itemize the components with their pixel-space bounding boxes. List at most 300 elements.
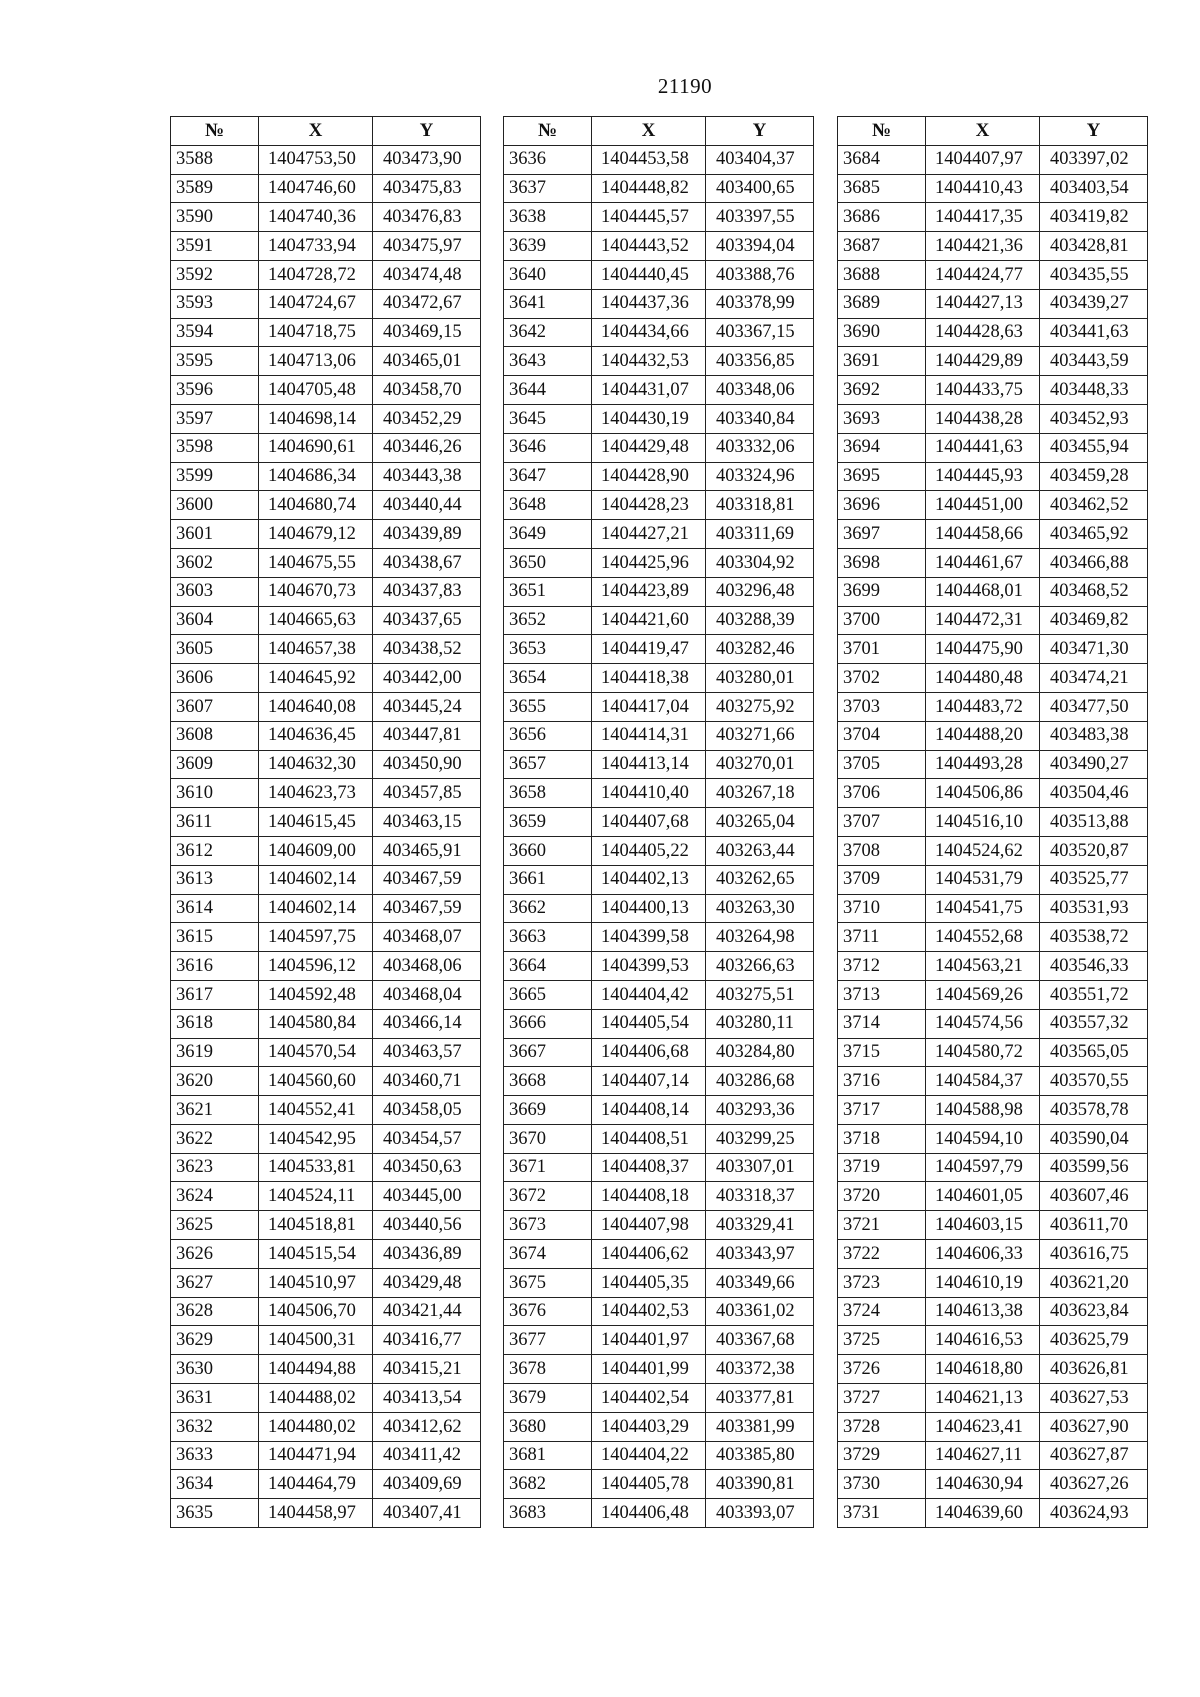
table-row xyxy=(838,952,1148,981)
x-coordinate-cell: 1404400,13 xyxy=(592,894,706,923)
y-coordinate-cell: 403412,62 xyxy=(373,1412,481,1441)
x-coordinate-cell: 1404740,36 xyxy=(259,203,373,232)
y-coordinate-cell: 403421,44 xyxy=(373,1297,481,1326)
table-row xyxy=(171,635,481,664)
point-number-cell: 3626 xyxy=(171,1240,259,1269)
y-coordinate-cell: 403263,30 xyxy=(706,894,814,923)
x-coordinate-cell: 1404494,88 xyxy=(259,1355,373,1384)
table-row xyxy=(171,1240,481,1269)
point-number-cell: 3688 xyxy=(838,260,926,289)
x-coordinate-cell: 1404531,79 xyxy=(926,865,1040,894)
point-number-cell: 3633 xyxy=(171,1441,259,1470)
x-coordinate-cell: 1404428,90 xyxy=(592,462,706,491)
table-row xyxy=(838,1499,1148,1528)
table-row xyxy=(838,1038,1148,1067)
x-coordinate-cell: 1404428,23 xyxy=(592,491,706,520)
point-number-cell: 3641 xyxy=(504,289,592,318)
x-coordinate-cell: 1404417,04 xyxy=(592,692,706,721)
y-coordinate-cell: 403463,57 xyxy=(373,1038,481,1067)
table-row xyxy=(171,664,481,693)
y-coordinate-cell: 403557,32 xyxy=(1040,1009,1148,1038)
x-coordinate-cell: 1404518,81 xyxy=(259,1211,373,1240)
y-coordinate-cell: 403443,59 xyxy=(1040,347,1148,376)
point-number-cell: 3634 xyxy=(171,1470,259,1499)
y-coordinate-cell: 403627,53 xyxy=(1040,1384,1148,1413)
point-number-cell: 3609 xyxy=(171,750,259,779)
table-row xyxy=(504,980,814,1009)
y-coordinate-cell: 403469,15 xyxy=(373,318,481,347)
point-number-cell: 3666 xyxy=(504,1009,592,1038)
x-coordinate-cell: 1404705,48 xyxy=(259,376,373,405)
point-number-cell: 3705 xyxy=(838,750,926,779)
y-coordinate-cell: 403465,01 xyxy=(373,347,481,376)
header-row xyxy=(838,117,1148,146)
x-coordinate-cell: 1404429,48 xyxy=(592,433,706,462)
page-number: 21190 xyxy=(657,74,713,98)
x-coordinate-cell: 1404686,34 xyxy=(259,462,373,491)
x-coordinate-cell: 1404580,72 xyxy=(926,1038,1040,1067)
table-row xyxy=(504,1268,814,1297)
point-number-cell: 3591 xyxy=(171,232,259,261)
x-header: X xyxy=(926,117,1040,146)
y-coordinate-cell: 403262,65 xyxy=(706,865,814,894)
table-row xyxy=(171,1499,481,1528)
table-row xyxy=(171,376,481,405)
point-number-cell: 3625 xyxy=(171,1211,259,1240)
table-row xyxy=(171,289,481,318)
table-row xyxy=(504,865,814,894)
table-row xyxy=(504,491,814,520)
point-number-cell: 3691 xyxy=(838,347,926,376)
x-coordinate-cell: 1404453,58 xyxy=(592,145,706,174)
point-number-cell: 3676 xyxy=(504,1297,592,1326)
point-number-cell: 3624 xyxy=(171,1182,259,1211)
table-row xyxy=(171,145,481,174)
point-number-cell: 3718 xyxy=(838,1124,926,1153)
x-coordinate-cell: 1404407,68 xyxy=(592,808,706,837)
table-row xyxy=(171,1384,481,1413)
point-number-cell: 3612 xyxy=(171,836,259,865)
table-row xyxy=(838,692,1148,721)
coordinates-table-1 xyxy=(170,116,481,1528)
x-coordinate-cell: 1404570,54 xyxy=(259,1038,373,1067)
x-coordinate-cell: 1404475,90 xyxy=(926,635,1040,664)
x-coordinate-cell: 1404402,13 xyxy=(592,865,706,894)
point-number-cell: 3665 xyxy=(504,980,592,1009)
x-coordinate-cell: 1404421,36 xyxy=(926,232,1040,261)
table-row xyxy=(838,1384,1148,1413)
point-number-cell: 3630 xyxy=(171,1355,259,1384)
y-coordinate-cell: 403324,96 xyxy=(706,462,814,491)
table-row xyxy=(504,1470,814,1499)
number-header: № xyxy=(171,117,259,146)
x-coordinate-cell: 1404471,94 xyxy=(259,1441,373,1470)
table-row xyxy=(171,1412,481,1441)
point-number-cell: 3670 xyxy=(504,1124,592,1153)
x-coordinate-cell: 1404488,02 xyxy=(259,1384,373,1413)
point-number-cell: 3729 xyxy=(838,1441,926,1470)
point-number-cell: 3621 xyxy=(171,1096,259,1125)
point-number-cell: 3615 xyxy=(171,923,259,952)
y-coordinate-cell: 403565,05 xyxy=(1040,1038,1148,1067)
x-coordinate-cell: 1404402,53 xyxy=(592,1297,706,1326)
x-coordinate-cell: 1404443,52 xyxy=(592,232,706,261)
y-coordinate-cell: 403407,41 xyxy=(373,1499,481,1528)
x-coordinate-cell: 1404680,74 xyxy=(259,491,373,520)
table-row xyxy=(838,232,1148,261)
point-number-cell: 3686 xyxy=(838,203,926,232)
table-row xyxy=(504,808,814,837)
x-coordinate-cell: 1404615,45 xyxy=(259,808,373,837)
x-coordinate-cell: 1404408,18 xyxy=(592,1182,706,1211)
point-number-cell: 3629 xyxy=(171,1326,259,1355)
table-row xyxy=(171,232,481,261)
x-coordinate-cell: 1404746,60 xyxy=(259,174,373,203)
y-coordinate-cell: 403474,48 xyxy=(373,260,481,289)
y-coordinate-cell: 403307,01 xyxy=(706,1153,814,1182)
y-coordinate-cell: 403467,59 xyxy=(373,865,481,894)
point-number-cell: 3610 xyxy=(171,779,259,808)
point-number-cell: 3706 xyxy=(838,779,926,808)
y-coordinate-cell: 403454,57 xyxy=(373,1124,481,1153)
x-coordinate-cell: 1404405,78 xyxy=(592,1470,706,1499)
y-coordinate-cell: 403267,18 xyxy=(706,779,814,808)
x-coordinate-cell: 1404632,30 xyxy=(259,750,373,779)
y-coordinate-cell: 403397,55 xyxy=(706,203,814,232)
x-coordinate-cell: 1404410,43 xyxy=(926,174,1040,203)
x-coordinate-cell: 1404602,14 xyxy=(259,865,373,894)
x-coordinate-cell: 1404417,35 xyxy=(926,203,1040,232)
x-coordinate-cell: 1404440,45 xyxy=(592,260,706,289)
point-number-cell: 3632 xyxy=(171,1412,259,1441)
point-number-cell: 3697 xyxy=(838,520,926,549)
y-coordinate-cell: 403385,80 xyxy=(706,1441,814,1470)
point-number-cell: 3619 xyxy=(171,1038,259,1067)
table-row xyxy=(171,923,481,952)
x-coordinate-cell: 1404401,99 xyxy=(592,1355,706,1384)
y-coordinate-cell: 403455,94 xyxy=(1040,433,1148,462)
table-row xyxy=(171,548,481,577)
table-row xyxy=(171,1067,481,1096)
y-coordinate-cell: 403275,51 xyxy=(706,980,814,1009)
table-row xyxy=(504,1412,814,1441)
table-row xyxy=(838,347,1148,376)
point-number-cell: 3672 xyxy=(504,1182,592,1211)
point-number-cell: 3690 xyxy=(838,318,926,347)
y-coordinate-cell: 403311,69 xyxy=(706,520,814,549)
table-row xyxy=(504,1441,814,1470)
point-number-cell: 3627 xyxy=(171,1268,259,1297)
table-row xyxy=(504,1240,814,1269)
y-coordinate-cell: 403265,04 xyxy=(706,808,814,837)
table-row xyxy=(171,1297,481,1326)
point-number-cell: 3719 xyxy=(838,1153,926,1182)
y-coordinate-cell: 403409,69 xyxy=(373,1470,481,1499)
y-coordinate-cell: 403304,92 xyxy=(706,548,814,577)
x-coordinate-cell: 1404713,06 xyxy=(259,347,373,376)
y-coordinate-cell: 403462,52 xyxy=(1040,491,1148,520)
table-row xyxy=(838,1240,1148,1269)
point-number-cell: 3607 xyxy=(171,692,259,721)
y-coordinate-cell: 403474,21 xyxy=(1040,664,1148,693)
point-number-cell: 3673 xyxy=(504,1211,592,1240)
x-coordinate-cell: 1404451,00 xyxy=(926,491,1040,520)
x-coordinate-cell: 1404603,15 xyxy=(926,1211,1040,1240)
y-coordinate-cell: 403332,06 xyxy=(706,433,814,462)
x-coordinate-cell: 1404405,22 xyxy=(592,836,706,865)
point-number-cell: 3638 xyxy=(504,203,592,232)
point-number-cell: 3602 xyxy=(171,548,259,577)
x-coordinate-cell: 1404533,81 xyxy=(259,1153,373,1182)
x-coordinate-cell: 1404410,40 xyxy=(592,779,706,808)
x-coordinate-cell: 1404407,97 xyxy=(926,145,1040,174)
x-coordinate-cell: 1404480,48 xyxy=(926,664,1040,693)
point-number-cell: 3636 xyxy=(504,145,592,174)
y-coordinate-cell: 403393,07 xyxy=(706,1499,814,1528)
y-coordinate-cell: 403466,88 xyxy=(1040,548,1148,577)
y-coordinate-cell: 403448,33 xyxy=(1040,376,1148,405)
point-number-cell: 3657 xyxy=(504,750,592,779)
x-coordinate-cell: 1404639,60 xyxy=(926,1499,1040,1528)
y-coordinate-cell: 403266,63 xyxy=(706,952,814,981)
x-coordinate-cell: 1404399,58 xyxy=(592,923,706,952)
point-number-cell: 3655 xyxy=(504,692,592,721)
x-coordinate-cell: 1404698,14 xyxy=(259,404,373,433)
table-row xyxy=(504,606,814,635)
y-coordinate-cell: 403551,72 xyxy=(1040,980,1148,1009)
point-number-cell: 3728 xyxy=(838,1412,926,1441)
x-coordinate-cell: 1404636,45 xyxy=(259,721,373,750)
table-row xyxy=(838,1297,1148,1326)
x-coordinate-cell: 1404464,79 xyxy=(259,1470,373,1499)
y-coordinate-cell: 403446,26 xyxy=(373,433,481,462)
x-coordinate-cell: 1404670,73 xyxy=(259,577,373,606)
table-row xyxy=(504,232,814,261)
point-number-cell: 3589 xyxy=(171,174,259,203)
x-coordinate-cell: 1404483,72 xyxy=(926,692,1040,721)
point-number-cell: 3642 xyxy=(504,318,592,347)
table-row xyxy=(838,1096,1148,1125)
y-coordinate-cell: 403439,89 xyxy=(373,520,481,549)
x-coordinate-cell: 1404596,12 xyxy=(259,952,373,981)
table-row xyxy=(171,836,481,865)
y-coordinate-cell: 403404,37 xyxy=(706,145,814,174)
point-number-cell: 3694 xyxy=(838,433,926,462)
x-coordinate-cell: 1404588,98 xyxy=(926,1096,1040,1125)
x-coordinate-cell: 1404408,51 xyxy=(592,1124,706,1153)
y-coordinate-cell: 403438,67 xyxy=(373,548,481,577)
y-coordinate-cell: 403361,02 xyxy=(706,1297,814,1326)
x-coordinate-cell: 1404408,37 xyxy=(592,1153,706,1182)
y-coordinate-cell: 403442,00 xyxy=(373,664,481,693)
point-number-cell: 3590 xyxy=(171,203,259,232)
x-coordinate-cell: 1404665,63 xyxy=(259,606,373,635)
y-coordinate-cell: 403621,20 xyxy=(1040,1268,1148,1297)
table-row xyxy=(171,462,481,491)
point-number-cell: 3592 xyxy=(171,260,259,289)
table-row xyxy=(504,1182,814,1211)
point-number-cell: 3668 xyxy=(504,1067,592,1096)
x-coordinate-cell: 1404419,47 xyxy=(592,635,706,664)
point-number-cell: 3617 xyxy=(171,980,259,1009)
table-row xyxy=(838,1326,1148,1355)
y-coordinate-cell: 403468,52 xyxy=(1040,577,1148,606)
x-coordinate-cell: 1404406,68 xyxy=(592,1038,706,1067)
table-row xyxy=(171,894,481,923)
x-coordinate-cell: 1404406,48 xyxy=(592,1499,706,1528)
point-number-cell: 3663 xyxy=(504,923,592,952)
point-number-cell: 3595 xyxy=(171,347,259,376)
y-coordinate-cell: 403460,71 xyxy=(373,1067,481,1096)
x-coordinate-cell: 1404445,57 xyxy=(592,203,706,232)
x-coordinate-cell: 1404399,53 xyxy=(592,952,706,981)
x-coordinate-cell: 1404461,67 xyxy=(926,548,1040,577)
y-coordinate-cell: 403490,27 xyxy=(1040,750,1148,779)
point-number-cell: 3723 xyxy=(838,1268,926,1297)
table-row xyxy=(838,433,1148,462)
x-coordinate-cell: 1404425,96 xyxy=(592,548,706,577)
table-row xyxy=(504,1499,814,1528)
table-row xyxy=(838,404,1148,433)
table-row xyxy=(171,1096,481,1125)
point-number-cell: 3678 xyxy=(504,1355,592,1384)
y-coordinate-cell: 403440,44 xyxy=(373,491,481,520)
table-row xyxy=(504,462,814,491)
point-number-cell: 3716 xyxy=(838,1067,926,1096)
point-number-cell: 3598 xyxy=(171,433,259,462)
x-coordinate-cell: 1404500,31 xyxy=(259,1326,373,1355)
y-coordinate-cell: 403435,55 xyxy=(1040,260,1148,289)
y-coordinate-cell: 403513,88 xyxy=(1040,808,1148,837)
table-row xyxy=(504,952,814,981)
y-coordinate-cell: 403270,01 xyxy=(706,750,814,779)
x-coordinate-cell: 1404602,14 xyxy=(259,894,373,923)
y-header: Y xyxy=(373,117,481,146)
x-coordinate-cell: 1404506,86 xyxy=(926,779,1040,808)
x-coordinate-cell: 1404524,11 xyxy=(259,1182,373,1211)
table-row xyxy=(838,577,1148,606)
point-number-cell: 3604 xyxy=(171,606,259,635)
x-coordinate-cell: 1404427,21 xyxy=(592,520,706,549)
table-row xyxy=(838,1441,1148,1470)
point-number-cell: 3708 xyxy=(838,836,926,865)
x-coordinate-cell: 1404413,14 xyxy=(592,750,706,779)
x-coordinate-cell: 1404423,89 xyxy=(592,577,706,606)
y-coordinate-cell: 403626,81 xyxy=(1040,1355,1148,1384)
y-coordinate-cell: 403441,63 xyxy=(1040,318,1148,347)
y-coordinate-cell: 403468,04 xyxy=(373,980,481,1009)
table-row xyxy=(838,1268,1148,1297)
x-coordinate-cell: 1404401,97 xyxy=(592,1326,706,1355)
y-coordinate-cell: 403483,38 xyxy=(1040,721,1148,750)
point-number-cell: 3704 xyxy=(838,721,926,750)
point-number-cell: 3721 xyxy=(838,1211,926,1240)
table-row xyxy=(504,692,814,721)
x-coordinate-cell: 1404601,05 xyxy=(926,1182,1040,1211)
y-coordinate-cell: 403473,90 xyxy=(373,145,481,174)
y-coordinate-cell: 403411,42 xyxy=(373,1441,481,1470)
x-coordinate-cell: 1404569,26 xyxy=(926,980,1040,1009)
point-number-cell: 3593 xyxy=(171,289,259,318)
y-coordinate-cell: 403520,87 xyxy=(1040,836,1148,865)
point-number-cell: 3669 xyxy=(504,1096,592,1125)
y-coordinate-cell: 403450,90 xyxy=(373,750,481,779)
table-row xyxy=(171,1441,481,1470)
x-coordinate-cell: 1404472,31 xyxy=(926,606,1040,635)
table-row xyxy=(838,980,1148,1009)
y-coordinate-cell: 403288,39 xyxy=(706,606,814,635)
header-row xyxy=(171,117,481,146)
point-number-cell: 3687 xyxy=(838,232,926,261)
point-number-cell: 3677 xyxy=(504,1326,592,1355)
table-row xyxy=(838,1067,1148,1096)
point-number-cell: 3671 xyxy=(504,1153,592,1182)
x-coordinate-cell: 1404594,10 xyxy=(926,1124,1040,1153)
x-coordinate-cell: 1404627,11 xyxy=(926,1441,1040,1470)
table-row xyxy=(171,520,481,549)
point-number-cell: 3714 xyxy=(838,1009,926,1038)
point-number-cell: 3613 xyxy=(171,865,259,894)
y-coordinate-cell: 403475,83 xyxy=(373,174,481,203)
x-coordinate-cell: 1404408,14 xyxy=(592,1096,706,1125)
point-number-cell: 3640 xyxy=(504,260,592,289)
x-coordinate-cell: 1404718,75 xyxy=(259,318,373,347)
x-coordinate-cell: 1404404,42 xyxy=(592,980,706,1009)
point-number-cell: 3698 xyxy=(838,548,926,577)
y-coordinate-cell: 403381,99 xyxy=(706,1412,814,1441)
y-coordinate-cell: 403349,66 xyxy=(706,1268,814,1297)
x-coordinate-cell: 1404458,66 xyxy=(926,520,1040,549)
point-number-cell: 3605 xyxy=(171,635,259,664)
y-coordinate-cell: 403452,29 xyxy=(373,404,481,433)
table-row xyxy=(504,520,814,549)
table-row xyxy=(504,433,814,462)
point-number-cell: 3653 xyxy=(504,635,592,664)
point-number-cell: 3637 xyxy=(504,174,592,203)
point-number-cell: 3713 xyxy=(838,980,926,1009)
point-number-cell: 3696 xyxy=(838,491,926,520)
point-number-cell: 3614 xyxy=(171,894,259,923)
point-number-cell: 3699 xyxy=(838,577,926,606)
table-row xyxy=(171,1268,481,1297)
y-coordinate-cell: 403415,21 xyxy=(373,1355,481,1384)
y-coordinate-cell: 403367,68 xyxy=(706,1326,814,1355)
table-row xyxy=(171,1470,481,1499)
point-number-cell: 3730 xyxy=(838,1470,926,1499)
point-number-cell: 3715 xyxy=(838,1038,926,1067)
table-row xyxy=(504,318,814,347)
y-coordinate-cell: 403452,93 xyxy=(1040,404,1148,433)
table-row xyxy=(838,836,1148,865)
y-coordinate-cell: 403546,33 xyxy=(1040,952,1148,981)
point-number-cell: 3643 xyxy=(504,347,592,376)
table-row xyxy=(838,260,1148,289)
x-coordinate-cell: 1404597,79 xyxy=(926,1153,1040,1182)
point-number-cell: 3652 xyxy=(504,606,592,635)
y-coordinate-cell: 403476,83 xyxy=(373,203,481,232)
x-coordinate-cell: 1404404,22 xyxy=(592,1441,706,1470)
x-coordinate-cell: 1404431,07 xyxy=(592,376,706,405)
table-row xyxy=(171,203,481,232)
point-number-cell: 3588 xyxy=(171,145,259,174)
y-coordinate-cell: 403377,81 xyxy=(706,1384,814,1413)
table-row xyxy=(504,548,814,577)
table-row xyxy=(838,779,1148,808)
x-coordinate-cell: 1404458,97 xyxy=(259,1499,373,1528)
coordinates-table-2 xyxy=(503,116,814,1528)
number-header: № xyxy=(838,117,926,146)
y-coordinate-cell: 403263,44 xyxy=(706,836,814,865)
